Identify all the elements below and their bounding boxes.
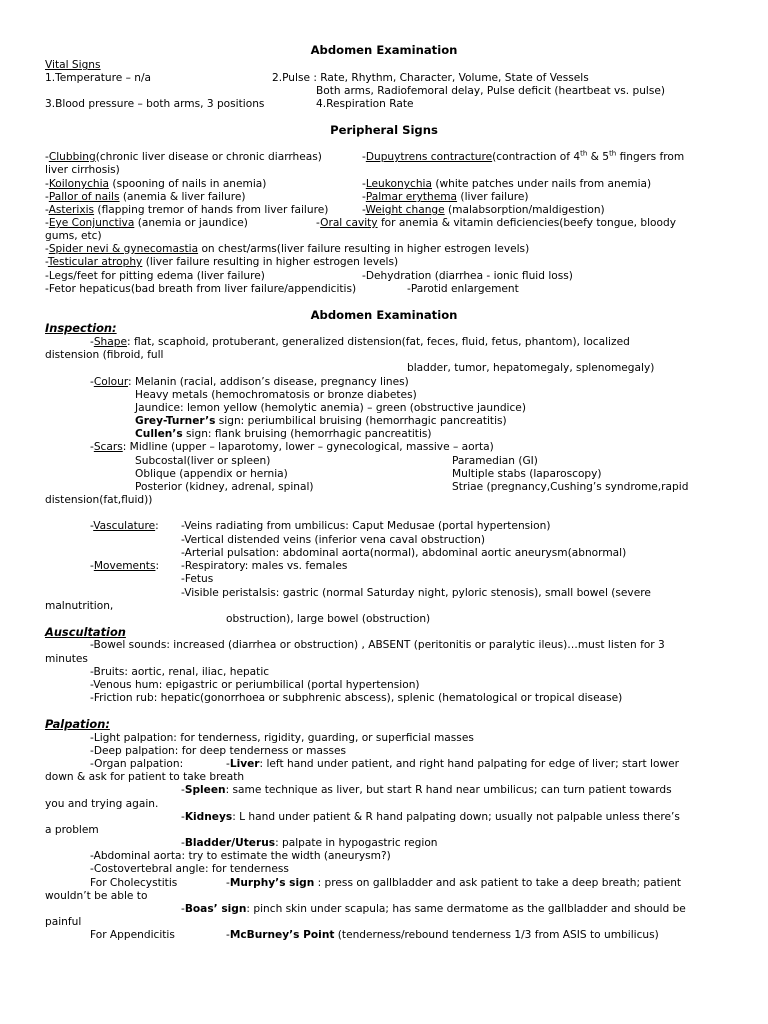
palpation-costovertebral: -Costovertebral angle: for tenderness bbox=[90, 863, 289, 875]
desc: : pinch skin under scapula; has same dermatome as the gallbladder and should be bbox=[246, 903, 686, 915]
scar-paramedian: Paramedian (GI) bbox=[452, 455, 538, 467]
vital-pulse-cont: Both arms, Radiofemoral delay, Pulse deficit (heartbeat vs. pulse) bbox=[316, 85, 666, 97]
term: Colour bbox=[93, 376, 129, 388]
sign-fetor: -Fetor hepaticus(bad breath from liver failure/appendicitis) bbox=[45, 283, 357, 295]
boas-sign: -Boas’ sign: pinch skin under scapula; has same dermatome as the gallbladder and should be bbox=[181, 903, 686, 915]
term: Palmar erythema bbox=[365, 191, 458, 203]
palpation-spleen-cont: you and trying again. bbox=[45, 798, 159, 810]
auscultation-bruits: -Bruits: aortic, renal, iliac, hepatic bbox=[90, 666, 270, 678]
movements-item: -Fetus bbox=[181, 573, 214, 585]
desc: : palpate in hypogastric region bbox=[275, 837, 438, 849]
grey-turner-sign bbox=[135, 415, 507, 428]
palpation-liver: -Liver: left hand under patient, and right hand palpating for edge of liver; start lower bbox=[226, 758, 680, 770]
murphy-sign-cont: wouldn’t be able to bbox=[45, 890, 148, 902]
term: Scars bbox=[93, 441, 123, 453]
page-title: Abdomen Examination bbox=[310, 43, 458, 57]
sign-oral: -Oral cavity for anemia & vitamin deficiencies(beefy tongue, bloody bbox=[316, 217, 677, 229]
scar-multiple-stabs: Multiple stabs (laparoscopy) bbox=[452, 468, 602, 480]
desc: : left hand under patient, and right hand palpating for edge of liver; start lower bbox=[259, 758, 680, 770]
term: Oral cavity bbox=[320, 217, 378, 229]
desc: (flapping tremor of hands from liver failure) bbox=[94, 204, 329, 216]
movements-item: -Visible peristalsis: gastric (normal Saturday night, pyloric stenosis), small bowel (severe bbox=[181, 587, 651, 599]
term: Movements bbox=[93, 560, 156, 572]
palpation-aorta: -Abdominal aorta: try to estimate the width (aneurysm?) bbox=[90, 850, 391, 862]
desc: : Melanin (racial, addison’s disease, pregnancy lines) bbox=[128, 376, 409, 388]
sup: th bbox=[609, 149, 617, 158]
inspection-colour: -Colour: Melanin (racial, addison’s disease, pregnancy lines) bbox=[90, 376, 409, 388]
inspection-scars: -Scars: Midline (upper – laparotomy, lower – gynecological, massive – aorta) bbox=[90, 441, 494, 453]
palpation-deep: -Deep palpation: for deep tenderness or masses bbox=[90, 745, 347, 757]
palpation-organ: -Organ palpation: bbox=[90, 758, 184, 770]
desc: : flat, scaphoid, protuberant, generalized distension(fat, feces, fluid, fetus, phantom), localized bbox=[127, 336, 630, 348]
desc: fingers from bbox=[616, 151, 685, 163]
vital-temperature: 1.Temperature – n/a bbox=[45, 72, 152, 84]
scar-distension: distension(fat,fluid)) bbox=[45, 494, 153, 506]
mcburney-point: -McBurney’s Point (tenderness/rebound tenderness 1/3 from ASIS to umbilicus) bbox=[226, 929, 659, 941]
sign-parotid: -Parotid enlargement bbox=[407, 283, 519, 295]
sign-testicular: -Testicular atrophy (liver failure resulting in higher estrogen levels) bbox=[45, 256, 399, 268]
term: Shape bbox=[93, 336, 128, 348]
colour-jaundice: Jaundice: lemon yellow (hemolytic anemia) – green (obstructive jaundice) bbox=[135, 402, 526, 414]
term: Pallor of nails bbox=[48, 191, 120, 203]
appendicitis-label: For Appendicitis bbox=[90, 929, 175, 941]
vasculature-item: -Veins radiating from umbilicus: Caput Medusae (portal hypertension) bbox=[181, 520, 551, 532]
scar-striae: Striae (pregnancy,Cushing’s syndrome,rapid bbox=[452, 481, 689, 493]
sign-dupuytren: -Dupuytrens contracture(contraction of 4th & 5th fingers from bbox=[362, 149, 685, 163]
desc: & 5 bbox=[587, 151, 610, 163]
term: Asterixis bbox=[48, 204, 95, 216]
desc: sign: periumbilical bruising (hemorrhagic pancreatitis) bbox=[215, 415, 507, 427]
scar-subcostal: Subcostal(liver or spleen) bbox=[135, 455, 271, 467]
boas-sign-cont: painful bbox=[45, 916, 82, 928]
vital-pulse: 2.Pulse : Rate, Rhythm, Character, Volume, State of Vessels bbox=[272, 72, 589, 84]
vital-signs-heading: Vital Signs bbox=[45, 59, 101, 71]
cholecystitis-label: For Cholecystitis bbox=[90, 877, 178, 889]
term: Clubbing bbox=[48, 151, 96, 163]
scar-posterior: Posterior (kidney, adrenal, spinal) bbox=[135, 481, 314, 493]
palpation-kidneys-cont: a problem bbox=[45, 824, 99, 836]
movements-malnutrition: malnutrition, bbox=[45, 600, 114, 612]
cullen-sign bbox=[135, 428, 432, 441]
desc: (chronic liver disease or chronic diarrheas) bbox=[95, 151, 322, 163]
term: Murphy’s sign bbox=[229, 877, 315, 889]
desc: on chest/arms(liver failure resulting in higher estrogen levels) bbox=[198, 243, 530, 255]
term: Weight change bbox=[365, 204, 445, 216]
term: Grey-Turner’s bbox=[135, 415, 216, 427]
inspection-shape-cont: distension (fibroid, full bbox=[45, 349, 164, 361]
peripheral-title: Peripheral Signs bbox=[330, 123, 438, 137]
term: Eye Conjunctiva bbox=[48, 217, 135, 229]
vasculature-item: -Arterial pulsation: abdominal aorta(normal), abdominal aortic aneurysm(abnormal) bbox=[181, 547, 627, 559]
sign-dehydration: -Dehydration (diarrhea - ionic fluid loss) bbox=[362, 270, 573, 282]
movements-item: -Respiratory: males vs. females bbox=[181, 560, 348, 572]
auscultation-venous-hum: -Venous hum: epigastric or periumbilical (portal hypertension) bbox=[90, 679, 420, 691]
sign-clubbing: -Clubbing(chronic liver disease or chronic diarrheas) bbox=[45, 151, 322, 163]
term: Cullen’s bbox=[135, 428, 183, 440]
desc: : press on gallbladder and ask patient to take a deep breath; patient bbox=[314, 877, 682, 889]
desc: (tenderness/rebound tenderness 1/3 from ASIS to umbilicus) bbox=[334, 929, 659, 941]
auscultation-heading: Auscultation bbox=[45, 625, 126, 639]
desc: : L hand under patient & R hand palpating down; usually not palpable unless there’s bbox=[232, 811, 680, 823]
term: Koilonychia bbox=[48, 178, 110, 190]
sign-weight: -Weight change (malabsorption/maldigestion) bbox=[362, 204, 605, 216]
desc: : same technique as liver, but start R hand near umbilicus; can turn patient towards bbox=[225, 784, 672, 796]
exam-title: Abdomen Examination bbox=[310, 308, 458, 322]
term: Kidneys bbox=[184, 811, 233, 823]
colour-heavy-metals: Heavy metals (hemochromatosis or bronze diabetes) bbox=[135, 389, 417, 401]
term: McBurney’s Point bbox=[229, 929, 335, 941]
vasculature-item: -Vertical distended veins (inferior vena caval obstruction) bbox=[181, 534, 485, 546]
term: Dupuytrens contracture bbox=[365, 151, 493, 163]
sign-asterixis: -Asterixis (flapping tremor of hands from liver failure) bbox=[45, 204, 329, 216]
auscultation-minutes: minutes bbox=[45, 653, 88, 665]
sign-palmar: -Palmar erythema (liver failure) bbox=[362, 191, 529, 203]
sign-legs: -Legs/feet for pitting edema (liver failure) bbox=[45, 270, 265, 282]
term: Liver bbox=[229, 758, 260, 770]
palpation-bladder: -Bladder/Uterus: palpate in hypogastric region bbox=[181, 837, 438, 849]
inspection-movements: -Movements: bbox=[90, 560, 160, 572]
auscultation-bowel-sounds: -Bowel sounds: increased (diarrhea or obstruction) , ABSENT (peritonitis or paralytic ileus)…must listen for 3 bbox=[90, 639, 665, 651]
sup: th bbox=[580, 149, 588, 158]
palpation-spleen: -Spleen: same technique as liver, but start R hand near umbilicus; can turn patient towards bbox=[181, 784, 672, 796]
desc: (contraction of 4 bbox=[492, 151, 581, 163]
term: Testicular atrophy bbox=[47, 256, 143, 268]
palpation-kidneys: -Kidneys: L hand under patient & R hand palpating down; usually not palpable unless there’s bbox=[181, 811, 680, 823]
inspection-shape-cont2: bladder, tumor, hepatomegaly, splenomegaly) bbox=[407, 362, 655, 374]
murphy-sign: -Murphy’s sign : press on gallbladder and ask patient to take a deep breath; patient bbox=[226, 877, 682, 889]
desc: : Midline (upper – laparotomy, lower – gynecological, massive – aorta) bbox=[122, 441, 494, 453]
desc: (malabsorption/maldigestion) bbox=[444, 204, 605, 216]
palpation-heading: Palpation: bbox=[45, 717, 110, 731]
term: Vasculature bbox=[93, 520, 156, 532]
sign-spider: -Spider nevi & gynecomastia on chest/arms(liver failure resulting in higher estrogen levels) bbox=[45, 243, 530, 255]
desc: (white patches under nails from anemia) bbox=[431, 178, 652, 190]
sign-leukonychia: -Leukonychia (white patches under nails from anemia) bbox=[362, 178, 652, 190]
desc: (anemia & liver failure) bbox=[119, 191, 246, 203]
term: Boas’ sign bbox=[184, 903, 247, 915]
sign-eye: -Eye Conjunctiva (anemia or jaundice) bbox=[45, 217, 248, 229]
desc: for anemia & vitamin deficiencies(beefy tongue, bloody bbox=[377, 217, 677, 229]
inspection-shape: -Shape: flat, scaphoid, protuberant, generalized distension(fat, feces, fluid, fetus, phantom), localized bbox=[90, 336, 630, 348]
palpation-light: -Light palpation: for tenderness, rigidity, guarding, or superficial masses bbox=[90, 732, 474, 744]
desc: (liver failure) bbox=[457, 191, 529, 203]
desc: (anemia or jaundice) bbox=[134, 217, 248, 229]
scar-oblique: Oblique (appendix or hernia) bbox=[135, 468, 288, 480]
inspection-vasculature: -Vasculature: bbox=[90, 520, 159, 532]
movements-obstruction: obstruction), large bowel (obstruction) bbox=[226, 613, 431, 625]
desc: (spooning of nails in anemia) bbox=[109, 178, 267, 190]
term: Spleen bbox=[184, 784, 226, 796]
desc: sign: flank bruising (hemorrhagic pancreatitis) bbox=[182, 428, 432, 440]
term: Spider nevi & gynecomastia bbox=[48, 243, 199, 255]
term: Bladder/Uterus bbox=[184, 837, 276, 849]
term: Leukonychia bbox=[365, 178, 432, 190]
inspection-heading: Inspection: bbox=[45, 321, 117, 335]
auscultation-friction-rub: -Friction rub: hepatic(gonorrhoea or subphrenic abscess), splenic (hematological or tropical disease) bbox=[90, 692, 623, 704]
palpation-liver-cont: down & ask for patient to take breath bbox=[45, 771, 245, 783]
vital-respiration: 4.Respiration Rate bbox=[316, 98, 414, 110]
sign-gums: gums, etc) bbox=[45, 230, 102, 242]
vital-bp: 3.Blood pressure – both arms, 3 positions bbox=[45, 98, 265, 110]
sign-pallor: -Pallor of nails (anemia & liver failure) bbox=[45, 191, 246, 203]
sign-koilonychia: -Koilonychia (spooning of nails in anemia) bbox=[45, 178, 267, 190]
sign-liver-cirrhosis: liver cirrhosis) bbox=[45, 164, 120, 176]
desc: (liver failure resulting in higher estrogen levels) bbox=[142, 256, 399, 268]
